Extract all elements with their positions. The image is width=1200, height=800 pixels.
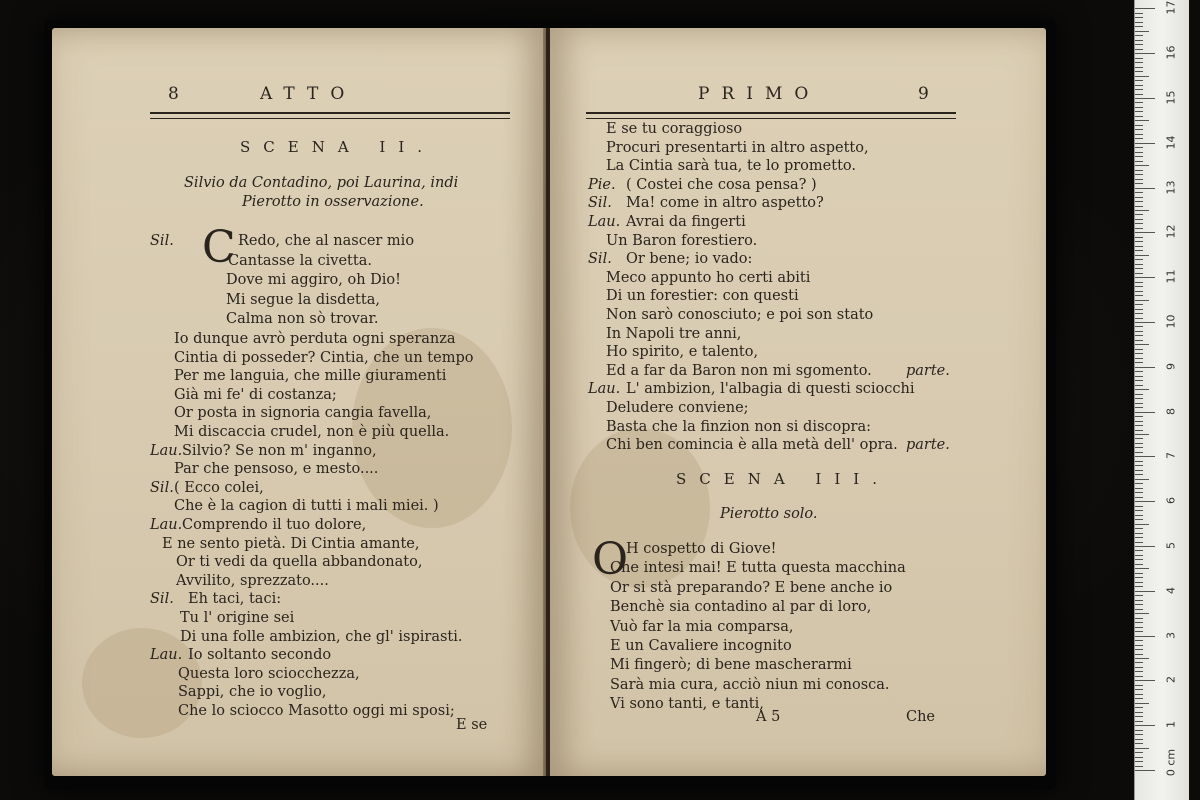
verse-line: Io soltanto secondo [188,647,332,664]
verse-line: Avvilito, sprezzato.... [176,572,329,589]
ruler-tick [1135,264,1143,265]
ruler-tick [1135,640,1143,641]
ruler-tick [1135,506,1143,507]
verse-line: Vuò far la mia comparsa, [610,618,794,635]
verse-line: Che è la cagion di tutti i mali miei. ) [174,498,439,515]
ruler-tick [1135,461,1143,462]
ruler-tick [1135,689,1143,690]
ruler-number: 15 [1164,90,1178,105]
ruler-tick [1135,564,1143,565]
ruler-tick [1135,591,1155,592]
header-rule [586,112,956,119]
ruler-tick [1135,165,1149,166]
ruler-tick [1135,447,1143,448]
ruler-tick [1135,71,1143,72]
ruler-number: 7 [1164,452,1178,460]
ruler-tick [1135,125,1143,126]
ruler-tick [1135,188,1155,189]
ruler-tick [1135,161,1143,162]
ruler-tick [1135,546,1155,547]
verse-line: Tu l' origine sei [180,610,295,626]
verse-line: Meco appunto ho certi abiti [606,269,811,286]
catchword: E se [456,717,488,733]
ruler-tick [1135,645,1143,646]
ruler-tick [1135,631,1143,632]
ruler-tick [1135,89,1143,90]
right-page [550,28,1046,776]
verse-line: Or si stà preparando? E bene anche io [610,579,893,596]
ruler-tick [1135,465,1143,466]
ruler-number: 3 [1164,631,1178,639]
ruler-tick [1135,501,1155,502]
ruler-tick [1135,622,1143,623]
stage-aside: parte. [906,437,950,454]
ruler-tick [1135,654,1143,655]
ruler-number: 17 [1164,0,1178,15]
ruler-tick [1135,223,1143,224]
ruler-tick [1135,658,1149,659]
ruler-tick [1135,542,1143,543]
ruler-tick [1135,237,1143,238]
ruler-tick [1135,707,1143,708]
ruler-tick [1135,344,1149,345]
ruler-tick [1135,649,1143,650]
ruler-tick [1135,568,1149,569]
ruler-tick [1135,734,1143,735]
verse-line: Non sarò conosciuto; e poi son stato [606,307,874,323]
ruler-tick [1135,398,1143,399]
ruler-tick [1135,680,1155,681]
verse-line: Di una folle ambizion, che gl' ispirasti. [180,628,463,645]
ruler-tick [1135,174,1143,175]
ruler-tick [1135,367,1155,368]
ruler-number: 14 [1164,135,1178,150]
ruler-tick [1135,358,1143,359]
ruler-tick [1135,116,1143,117]
scene-title: SCENA III. [676,470,890,488]
ruler-tick [1135,537,1143,538]
verse-line: Ho spirito, e talento, [606,344,759,361]
ruler-tick [1135,8,1155,9]
ruler-tick [1135,712,1143,713]
ruler-tick [1135,241,1143,242]
ruler-tick [1135,143,1155,144]
verse-line: ( Ecco colei, [174,479,264,496]
verse-line: Questa loro sciocchezza, [178,665,360,682]
ruler-tick [1135,98,1155,99]
ruler-tick [1135,416,1143,417]
ruler-tick [1135,739,1143,740]
ruler-tick [1135,129,1143,130]
ruler-tick [1135,80,1143,81]
ruler-tick [1135,676,1143,677]
verse-line: Mi discaccia crudel, non è più quella. [174,424,450,440]
ruler-tick [1135,434,1149,435]
verse-line: Cantasse la civetta. [228,252,372,269]
ruler-tick [1135,671,1143,672]
verse-line: ( Costei che cosa pensa? ) [626,176,817,193]
right-header [550,84,1046,110]
ruler-tick [1135,604,1143,605]
ruler-tick [1135,761,1143,762]
ruler-tick [1135,618,1143,619]
speaker-label: Lau. [588,381,621,398]
ruler-tick [1135,300,1149,301]
verse-line: Mi segue la disdetta, [226,291,380,308]
ruler-tick [1135,134,1143,135]
verse-line: Che intesi mai! E tutta questa macchina [610,560,906,577]
speaker-label: Pie. [588,176,616,193]
ruler-tick [1135,156,1143,157]
ruler-tick [1135,403,1143,404]
ruler-tick [1135,698,1143,699]
ruler-tick [1135,282,1143,283]
ruler-tick [1135,421,1143,422]
ruler-number: 2 [1164,676,1178,684]
ruler-tick [1135,389,1149,390]
stage-direction: Silvio da Contadino, poi Laurina, indi [184,175,459,191]
ruler-tick [1135,107,1143,108]
ruler-tick [1135,192,1143,193]
ruler-tick [1135,286,1143,287]
ruler-tick [1135,201,1143,202]
ruler-tick [1135,586,1143,587]
ruler-tick [1135,716,1143,717]
verse-line: H cospetto di Giove! [626,541,777,557]
running-head: PRIMO [698,84,821,104]
ruler-number: 11 [1164,269,1178,284]
ruler-tick [1135,550,1143,551]
verse-line: Benchè sia contadino al par di loro, [610,599,872,616]
ruler-tick [1135,456,1155,457]
ruler-tick [1135,183,1143,184]
verse-line: Che lo sciocco Masotto oggi mi sposi; [178,703,455,719]
ruler-tick [1135,255,1149,256]
verse-line: Comprendo il tuo dolore, [182,517,367,533]
ruler-tick [1135,533,1143,534]
left-page [52,28,546,776]
ruler-tick [1135,519,1143,520]
ruler-tick [1135,582,1143,583]
ruler-unit-label: 0 cm [1164,748,1178,777]
ruler-tick [1135,479,1149,480]
verse-line: Ma! come in altro aspetto? [626,195,824,212]
ruler-tick [1135,748,1149,749]
ruler-number: 8 [1164,407,1178,415]
ruler-tick [1135,371,1143,372]
speaker-label: Sil. [150,233,174,249]
verse-line: Deludere conviene; [606,400,749,416]
stage-aside: parte. [906,362,950,379]
verse-line: Or bene; io vado: [626,251,753,268]
ruler-tick [1135,757,1143,758]
ruler-tick [1135,573,1143,574]
ruler-tick [1135,483,1143,484]
ruler-tick [1135,662,1143,663]
ruler-tick [1135,577,1143,578]
ruler-tick [1135,770,1155,771]
drop-cap: O [592,534,629,585]
ruler-tick [1135,322,1155,323]
signature-mark: A 5 [756,709,781,725]
ruler-tick [1135,40,1143,41]
ruler-tick [1135,22,1143,23]
ruler-tick [1135,595,1143,596]
ruler-tick [1135,730,1143,731]
verse-line: Sarà mia cura, acciò niun mi conosca. [610,676,890,693]
ruler-tick [1135,85,1143,86]
verse-line: In Napoli tre anni, [606,325,742,342]
ruler-tick [1135,340,1143,341]
ruler-tick [1135,667,1143,668]
ruler-number: 4 [1164,586,1178,594]
ruler-number: 1 [1164,721,1178,729]
ruler-tick [1135,488,1143,489]
ruler-tick [1135,627,1143,628]
ruler-tick [1135,452,1143,453]
ruler-tick [1135,694,1143,695]
verse-line: Di un forestier: con questi [606,288,799,305]
verse-line: Avrai da fingerti [626,214,746,230]
ruler-number: 10 [1164,314,1178,329]
ruler-tick [1135,362,1143,363]
ruler-tick [1135,425,1143,426]
speaker-label: Lau. [588,214,621,230]
ruler-tick [1135,228,1143,229]
header-rule [150,112,510,119]
ruler-tick [1135,559,1143,560]
ruler-tick [1135,766,1143,767]
ruler-tick [1135,210,1149,211]
ruler-tick [1135,528,1143,529]
ruler-tick [1135,111,1143,112]
ruler-tick [1135,685,1143,686]
verse-line: L' ambizion, l'albagia di questi sciocchi [626,381,915,398]
ruler-tick [1135,67,1143,68]
ruler-tick [1135,326,1143,327]
ruler-tick [1135,206,1143,207]
ruler-tick [1135,349,1143,350]
verse-line: Già mi fe' di costanza; [174,386,337,403]
ruler-tick [1135,331,1143,332]
speaker-label: Lau. [150,647,183,664]
verse-line: Par che pensoso, e mesto.... [174,461,379,478]
speaker-label: Sil. [150,591,174,608]
ruler-tick [1135,277,1155,278]
ruler-tick [1135,35,1143,36]
speaker-label: Sil. [150,479,174,496]
verse-line: Dove mi aggiro, oh Dio! [226,272,401,289]
ruler-tick [1135,295,1143,296]
ruler-tick [1135,268,1143,269]
ruler-tick [1135,31,1149,32]
ruler-tick [1135,430,1143,431]
running-head: ATTO [260,84,357,104]
verse-line: Cintia di posseder? Cintia, che un tempo [174,349,474,366]
ruler-tick [1135,120,1149,121]
ruler-number: 13 [1164,180,1178,195]
ruler-number: 16 [1164,45,1178,60]
verse-line: E un Cavaliere incognito [610,638,792,654]
ruler-tick [1135,443,1143,444]
ruler-tick [1135,497,1143,498]
ruler-tick [1135,17,1143,18]
ruler-tick [1135,703,1149,704]
verse-line: Io dunque avrò perduta ogni speranza [174,331,456,347]
verse-line: Or ti vedi da quella abbandonato, [176,554,423,571]
verse-line: Redo, che al nascer mio [238,233,415,249]
ruler-tick [1135,600,1143,601]
ruler-tick [1135,152,1143,153]
ruler-tick [1135,380,1143,381]
page-number: 8 [168,84,179,104]
verse-line: E se tu coraggioso [606,121,743,137]
ruler-tick [1135,26,1143,27]
ruler-tick [1135,147,1143,148]
ruler-tick [1135,613,1149,614]
ruler-tick [1135,555,1143,556]
ruler-tick [1135,58,1143,59]
ruler-tick [1135,304,1143,305]
verse-line: Procuri presentarti in altro aspetto, [606,139,869,156]
verse-line: Basta che la finzion non si discopra: [606,418,871,435]
ruler-tick [1135,214,1143,215]
speaker-label: Sil. [588,195,612,212]
ruler-tick [1135,407,1143,408]
ruler-tick [1135,353,1143,354]
ruler-tick [1135,725,1155,726]
ruler-tick [1135,259,1143,260]
verse-line: Chi ben comincia è alla metà dell' opra. [606,437,898,454]
drop-cap: C [202,222,236,273]
ruler-number: 12 [1164,224,1178,239]
verse-line: Un Baron forestiero. [606,232,758,249]
ruler-tick [1135,219,1143,220]
ruler-tick [1135,412,1155,413]
verse-line: Ed a far da Baron non mi sgomento. [606,362,872,379]
speaker-label: Sil. [588,251,612,268]
ruler-tick [1135,510,1143,511]
ruler-tick [1135,721,1143,722]
catchword: Che [906,709,936,725]
ruler-tick [1135,609,1143,610]
ruler-tick [1135,250,1143,251]
ruler-number: 9 [1164,362,1178,370]
ruler-tick [1135,743,1143,744]
verse-line: Calma non sò trovar. [226,311,379,328]
ruler-tick [1135,170,1143,171]
ruler-tick [1135,273,1143,274]
ruler-tick [1135,394,1143,395]
ruler-tick [1135,335,1143,336]
ruler-tick [1135,524,1149,525]
ruler-tick [1135,232,1155,233]
ruler-tick [1135,313,1143,314]
verse-line: Silvio? Se non m' inganno, [182,442,377,459]
ruler-tick [1135,318,1143,319]
stage-direction: Pierotto in osservazione. [242,194,424,210]
verse-line: La Cintia sarà tua, te lo prometto. [606,158,856,175]
ruler-number: 5 [1164,542,1178,549]
ruler-tick [1135,515,1143,516]
ruler-tick [1135,53,1155,54]
ruler-tick [1135,62,1143,63]
speaker-label: Lau. [150,517,183,533]
speaker-label: Lau. [150,442,183,459]
left-header [52,84,546,110]
verse-line: E ne sento pietà. Di Cintia amante, [162,535,420,552]
verse-line: Vi sono tanti, e tanti, [610,696,764,713]
ruler-tick [1135,13,1143,14]
ruler-tick [1135,246,1143,247]
ruler-tick [1135,636,1155,637]
ruler-number: 6 [1164,497,1178,505]
ruler-tick [1135,376,1143,377]
stage-direction: Pierotto solo. [720,506,818,522]
ruler-tick [1135,94,1143,95]
ruler-tick [1135,470,1143,471]
ruler-tick [1135,438,1143,439]
scene-title: SCENA II. [240,138,436,156]
verse-line: Mi fingerò; di bene mascherarmi [610,657,852,674]
ruler-tick [1135,179,1143,180]
verse-line: Or posta in signoria cangia favella, [174,405,432,422]
verse-line: Eh taci, taci: [188,591,282,608]
page-number: 9 [918,84,929,104]
ruler-tick [1135,291,1143,292]
verse-line: Per me languia, che mille giuramenti [174,368,447,385]
ruler-tick [1135,309,1143,310]
ruler-tick [1135,474,1143,475]
ruler-tick [1135,102,1143,103]
ruler-tick [1135,44,1143,45]
ruler-tick [1135,197,1143,198]
measuring-ruler [1134,0,1189,800]
ruler-tick [1135,49,1143,50]
ruler-tick [1135,138,1143,139]
ruler-tick [1135,492,1143,493]
ruler-tick [1135,385,1143,386]
ruler-tick [1135,76,1149,77]
ruler-tick [1135,752,1143,753]
verse-line: Sappi, che io voglio, [178,684,327,701]
